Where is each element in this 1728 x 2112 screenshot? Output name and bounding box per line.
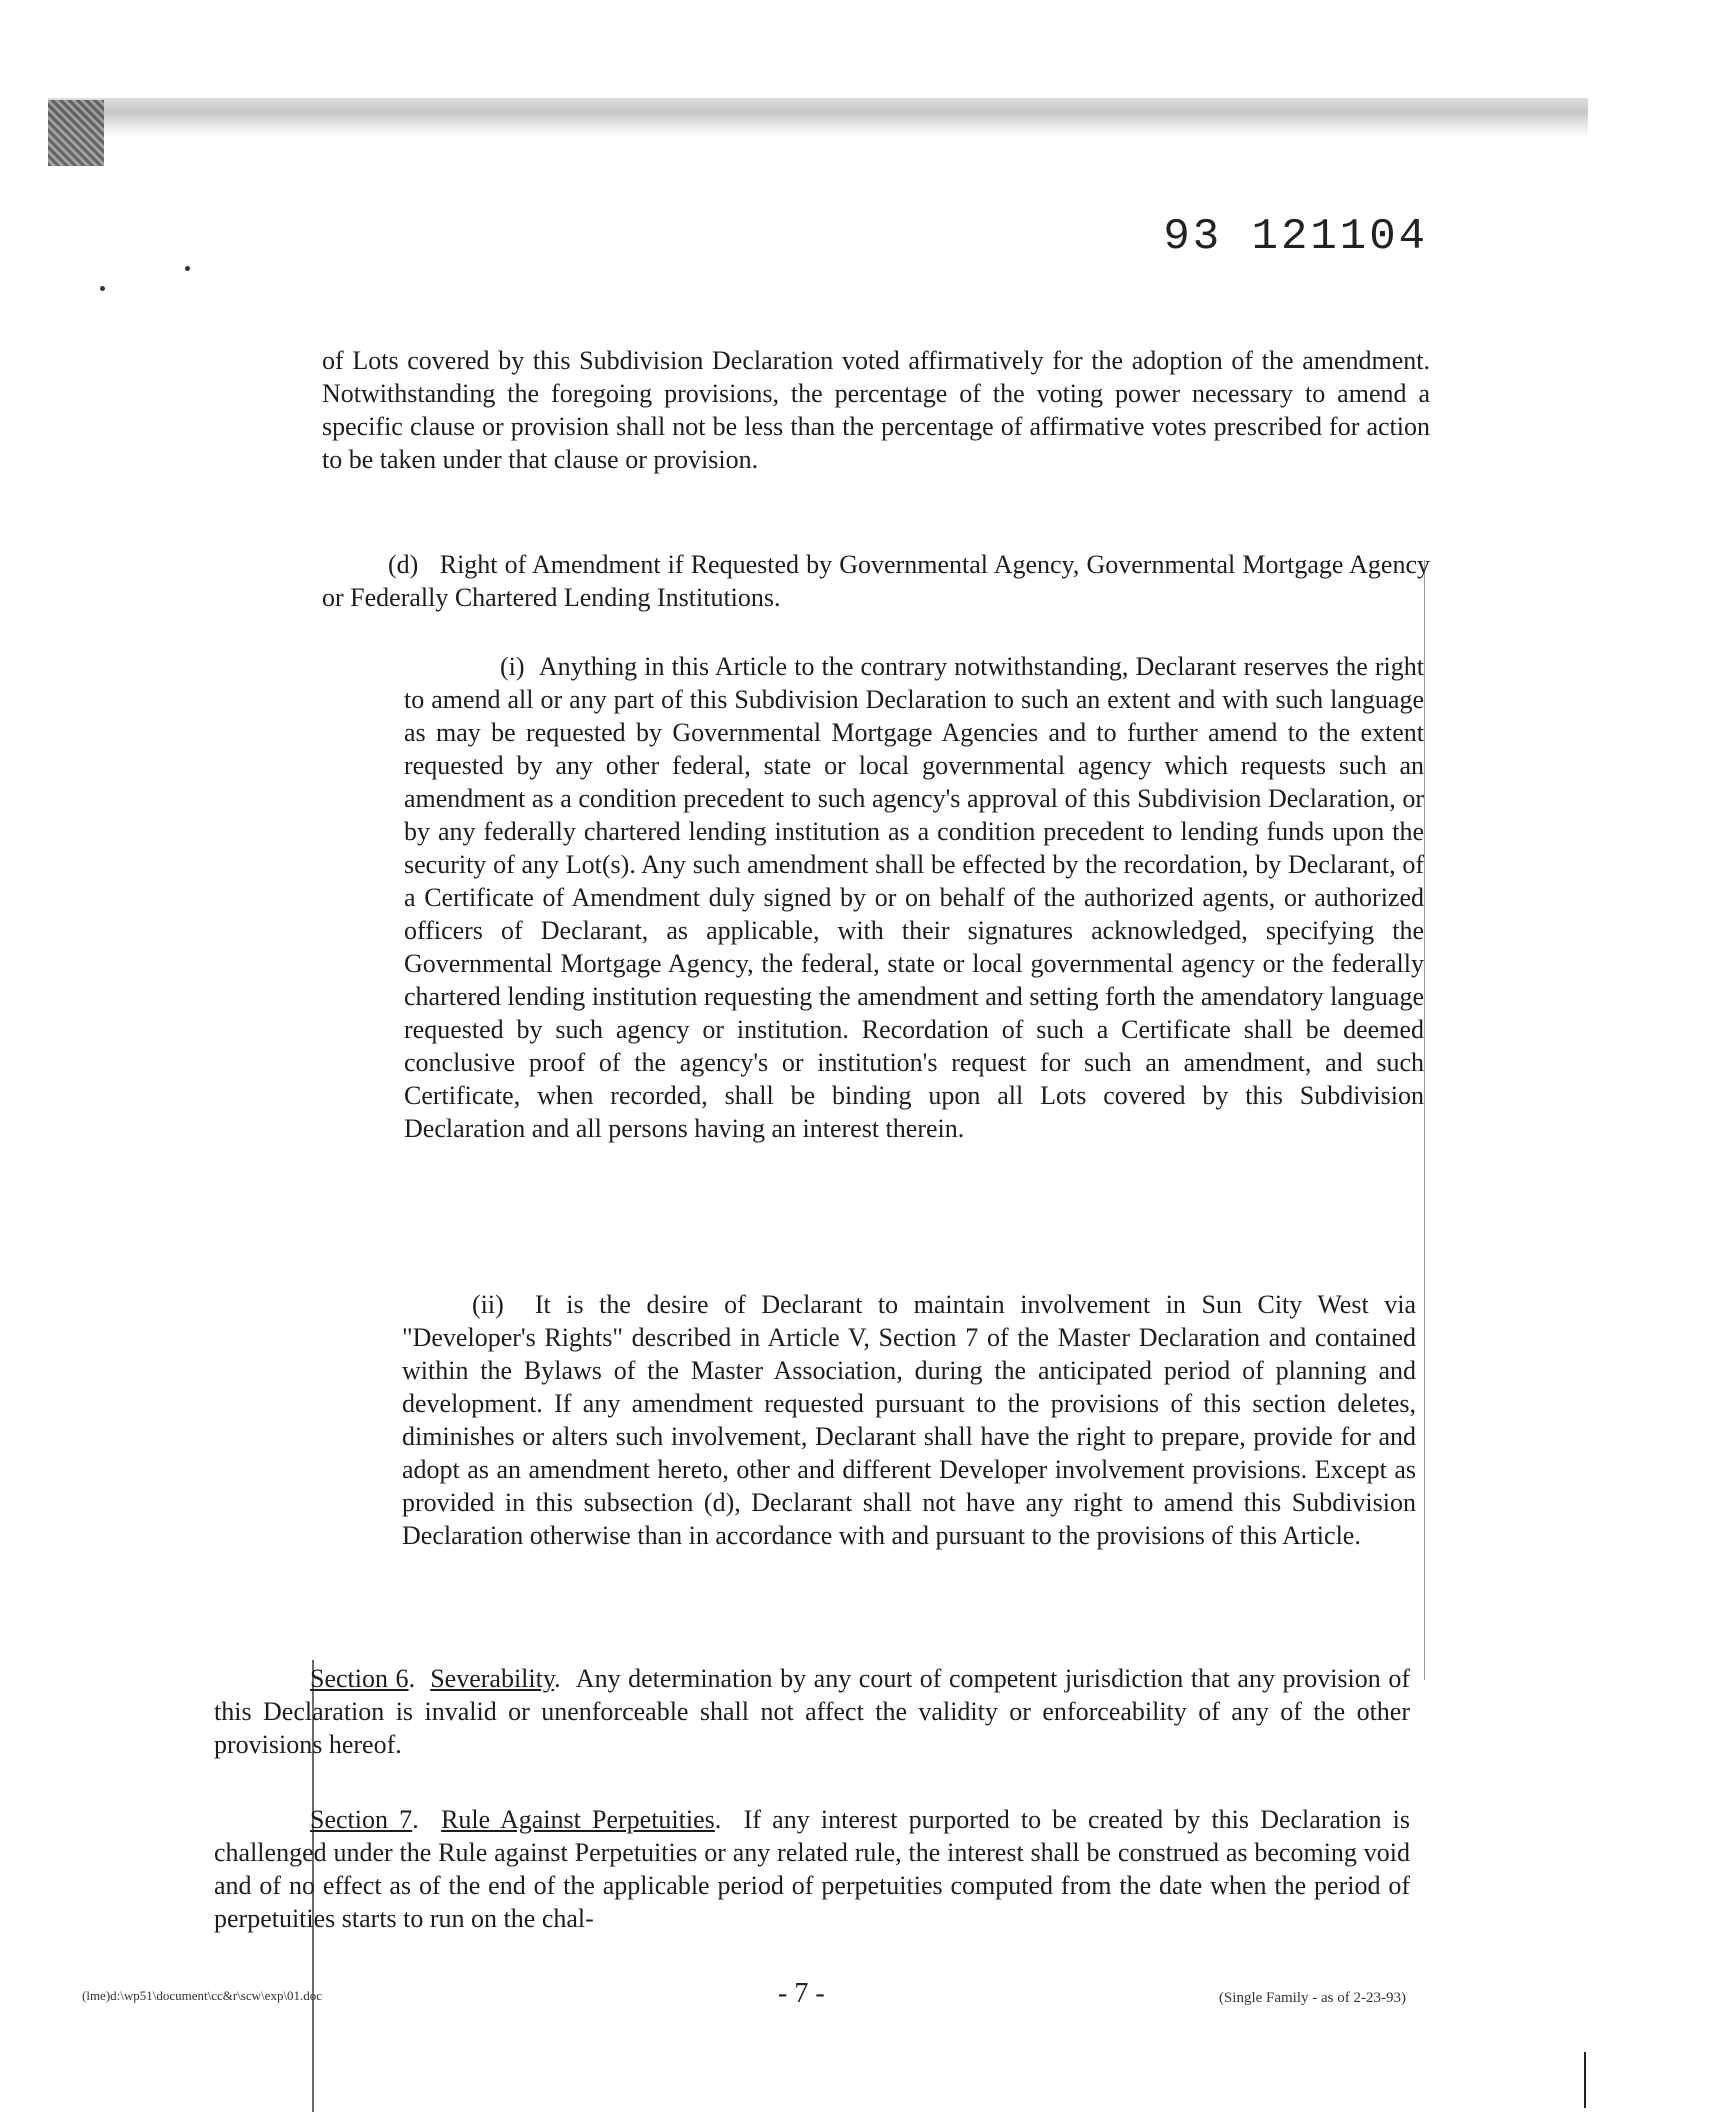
scan-artifact-bar: [48, 98, 1588, 138]
section-6-number: Section 6: [310, 1664, 409, 1693]
clause-ii-text: It is the desire of Declarant to maintain involvement in Sun City West via "Developer's Rights" described in Article V, Section 7 of the Master Declaration and contained within the Bylaws of the Master Association, during the anticipated period of planning and development. If any amendment requested pursuant to the provisions of this section deletes, diminishes or alters such involvement, Declarant shall have the right to prepare, provide for and adopt as an amendment hereto, other and different Developer involvement provisions. Except as provided in this subsection (d), Declarant shall not have any right to amend this Subdivision Declaration otherwise than in accordance with and pursuant to the provisions of this Article.: [402, 1290, 1417, 1550]
footer-file-path: (lme)d:\wp51\document\cc&r\scw\exp\01.doc: [82, 1988, 323, 2003]
section-7: Section 7. Rule Against Perpetuities. If any interest purported to be created by this Declaration is challenged under the Rule against Perpetuities or any related rule, the interest shall be construed as becoming void and of no effect as of the end of the applicable period of perpetuities computed from the date when the period of perpetuities starts to run on the chal-: [214, 1805, 1411, 1933]
subsection-d-marker: (d): [388, 550, 419, 579]
clause-ii-marker: (ii): [472, 1290, 504, 1319]
scan-speck: [100, 286, 105, 291]
section-6-text: Any determination by any court of competent jurisdiction that any provision of this Declaration is invalid or unenforceable shall not affect the validity or enforceability of any of the other provisions hereof.: [214, 1664, 1410, 1759]
scan-speck: [185, 266, 190, 271]
scan-artifact-block: [48, 100, 104, 166]
section-7-title: Rule Against Perpetuities: [441, 1805, 715, 1834]
clause-i: [404, 650, 1424, 1145]
section-6-title: Severability: [430, 1664, 555, 1693]
subsection-d-heading: Right of Amendment if Requested by Governmental Agency, Governmental Mortgage Agency or Federally Chartered Lending Institutions.: [322, 550, 1430, 612]
intro-paragraph: of Lots covered by this Subdivision Declaration voted affirmatively for the adoption of the amendment. Notwithstanding the foregoing provisions, the percentage of the voting power necessary to amend a specific clause or provision shall not be less than the percentage of affirmative votes prescribed for action to be taken under that clause or provision.: [322, 346, 1430, 474]
recording-number: 93 121104: [1163, 212, 1428, 262]
subsection-d: [322, 548, 1430, 614]
clause-ii: [402, 1288, 1416, 1552]
page-edge-mark: [1584, 2052, 1586, 2108]
edge-line: [1424, 560, 1425, 1680]
section-7-number: Section 7: [310, 1805, 413, 1834]
footer-version: (Single Family - as of 2-23-93): [1218, 1990, 1406, 2006]
page-footer: [0, 1978, 1728, 2018]
footer-page-number: - 7 -: [778, 1978, 825, 2009]
clause-i-marker: (i): [500, 652, 525, 681]
section-7-text: If any interest purported to be created by this Declaration is challenged under the Rule against Perpetuities or any related rule, the interest shall be construed as becoming void and of no effect as of the end of the applicable period of perpetuities computed from the date when the period of perpetuities starts to run on the chal-: [214, 1805, 1411, 1933]
clause-i-text: Anything in this Article to the contrary notwithstanding, Declarant reserves the right to amend all or any part of this Subdivision Declaration to such an extent and with such language as may be requested by Governmental Mortgage Agencies and to further amend to the extent requested by any other federal, state or local governmental agency which requests such an amendment as a condition precedent to such agency's approval of this Subdivision Declaration, or by any federally chartered lending institution as a condition precedent to lending funds upon the security of any Lot(s). Any such amendment shall be effected by the recordation, by Declarant, of a Certificate of Amendment duly signed by or on behalf of the authorized agents, or authorized officers of Declarant, as applicable, with their signatures acknowledged, specifying the Governmental Mortgage Agency, the federal, state or local governmental agency or the federally chartered lending institution requesting the amendment and setting forth the amendatory language requested by such agency or institution. Recordation of such a Certificate shall be deemed conclusive proof of the agency's or institution's request for such an amendment, and such Certificate, when recorded, shall be binding upon all Lots covered by this Subdivision Declaration and all persons having an interest therein.: [404, 652, 1425, 1143]
section-6: Section 6. Severability. Any determination by any court of competent jurisdiction that any provision of this Declaration is invalid or unenforceable shall not affect the validity or enforceability of any of the other provisions hereof.: [214, 1664, 1410, 1759]
